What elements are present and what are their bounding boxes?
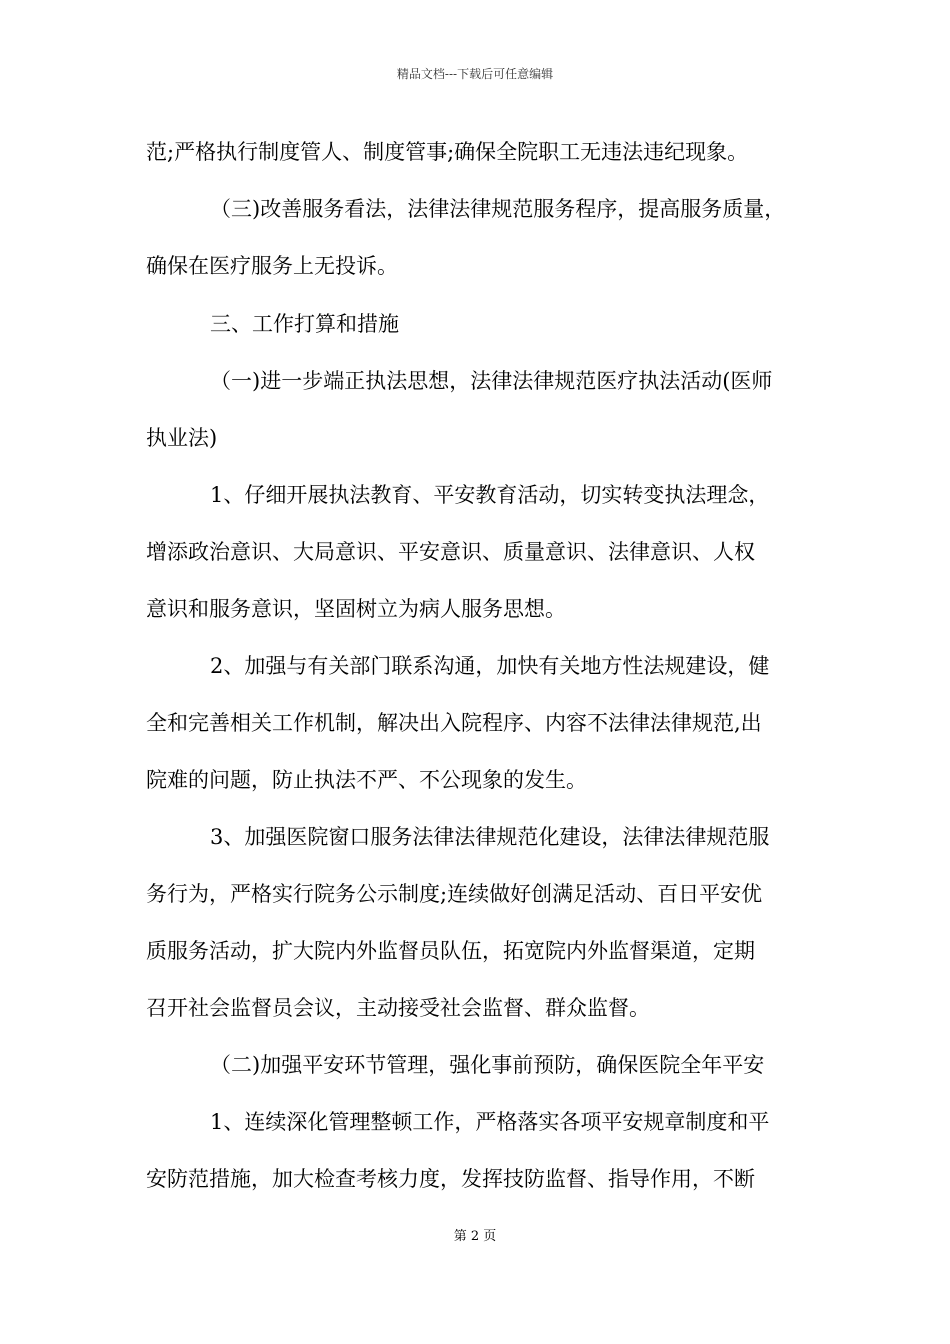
body-line: 1、仔细开展执法教育、平安教育活动，切实转变执法理念， — [210, 483, 770, 507]
body-line: 召开社会监督员会议，主动接受社会监督、群众监督。 — [146, 996, 650, 1020]
page-number: 第 2 页 — [453, 1229, 497, 1244]
body-line: 2、加强与有关部门联系沟通，加快有关地方性法规建设，健 — [210, 654, 770, 678]
body-line: 全和完善相关工作机制，解决出入院程序、内容不法律法律规范,出 — [146, 711, 762, 735]
page-header: 精品文档---下载后可任意编辑 — [396, 67, 554, 81]
body-line: 质服务活动，扩大院内外监督员队伍，拓宽院内外监督渠道，定期 — [146, 939, 755, 963]
body-line: 务行为，严格实行院务公示制度;连续做好创满足活动、百日平安优 — [146, 882, 763, 906]
section-heading: 三、工作打算和措施 — [210, 312, 399, 336]
body-line: 意识和服务意识，坚固树立为病人服务思想。 — [146, 597, 566, 621]
body-line: 安防范措施，加大检查考核力度，发挥技防监督、指导作用，不断 — [146, 1167, 755, 1191]
body-line: 3、加强医院窗口服务法律法律规范化建设，法律法律规范服 — [210, 825, 770, 849]
body-line: 增添政治意识、大局意识、平安意识、质量意识、法律意识、人权 — [146, 540, 755, 564]
body-line: （三)改善服务看法，法律法律规范服务程序，提高服务质量， — [210, 197, 786, 221]
body-line: 确保在医疗服务上无投诉。 — [146, 254, 398, 278]
body-line: （一)进一步端正执法思想，法律法律规范医疗执法活动(医师 — [210, 369, 773, 393]
body-line: （二)加强平安环节管理，强化事前预防，确保医院全年平安 — [210, 1053, 765, 1077]
body-line: 范;严格执行制度管人、制度管事;确保全院职工无违法违纪现象。 — [146, 140, 749, 164]
body-line: 执业法) — [146, 426, 218, 450]
body-line: 院难的问题，防止执法不严、不公现象的发生。 — [146, 768, 587, 792]
body-line: 1、连续深化管理整顿工作，严格落实各项平安规章制度和平 — [210, 1110, 770, 1134]
